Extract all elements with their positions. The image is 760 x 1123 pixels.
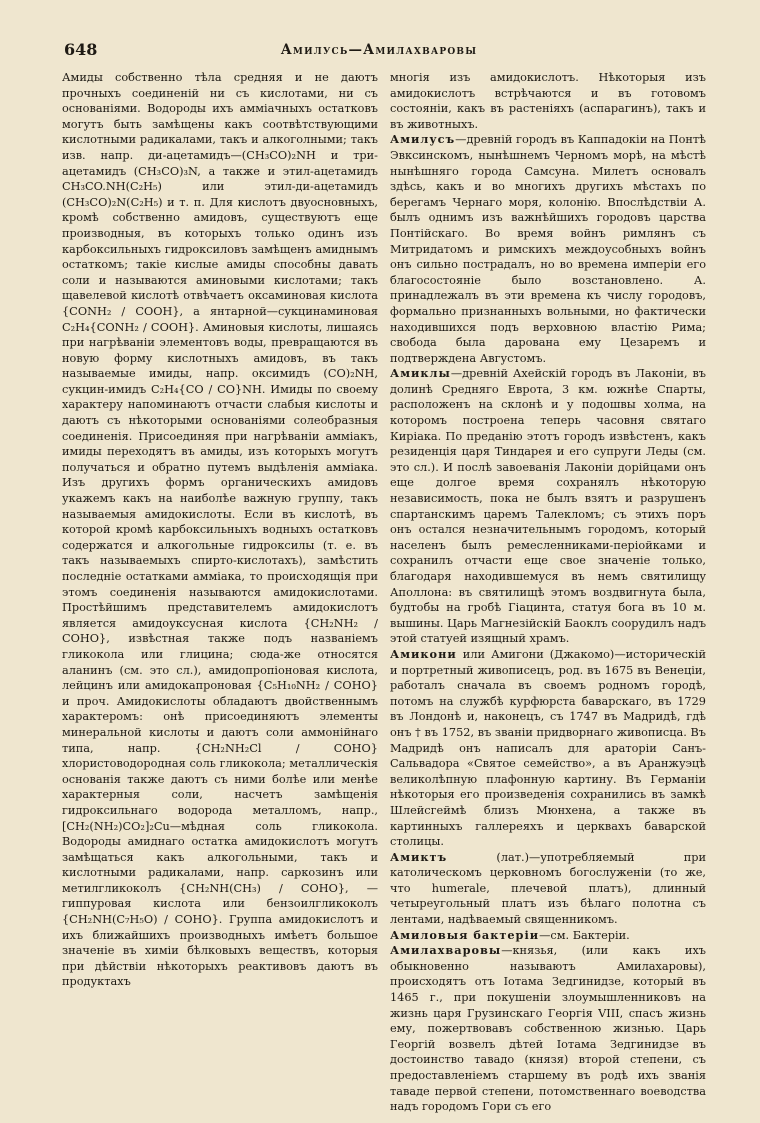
headword: Амиловыя бактерiи [390, 927, 540, 942]
entry-text: —древнiй Ахейскiй городъ въ Лаконiи, въ долинѣ Средняго Еврота, 3 км. южнѣе Спарты, расположенъ на склонѣ и у подошвы холма, на которомъ построена теперь часовня святаго Кирiака. По преданiю этотъ городъ извѣстенъ, какъ резиденцiя царя Тиндарея и его супруги Леды (см. это сл.). И послѣ завоеванiя Лаконiи дорiйцами онъ еще долгое время сохранялъ нѣкоторую независимость, пока не былъ взятъ и разрушенъ спартанскимъ царемъ Талекломъ; съ этихъ поръ онъ остался незначительнымъ городомъ, который населенъ былъ ремесленниками-перiойками и сохранилъ отчасти еще свое значенiе только, благодаря находившемуся въ немъ святилищу Аполлона: въ святилищѣ этомъ воздвигнута была, будтобы на гробѣ Гiацинта, статуя бога въ 10 м. вышины. Царь Магнезiйскiй Баоклъ соорудилъ надъ этой статуей изящный храмъ. [390, 367, 707, 646]
right-column [390, 70, 706, 1115]
headword: Амилахваровы [390, 943, 502, 958]
entry-amilovye-bakterii [390, 928, 706, 944]
entry-text: —древнiй городъ въ Каппадокiи на Понтѣ Эвксинскомъ, нынѣшнемъ Черномъ морѣ, на мѣстѣ нынѣшняго города Самсуна. Милетъ основалъ здѣсь, какъ и во многихъ другихъ мѣстахъ по берегамъ Чернаго моря, колонiю. Впослѣдствiи А. былъ однимъ изъ важнѣйшихъ городовъ царства Понтiйскаго. Во время войнъ римлянъ съ Митридатомъ и римскихъ междоусобныхъ войнъ онъ сильно пострадалъ, но во времена имперiи его благосостоянiе было возстановлено. А. принадлежалъ въ эти времена къ числу городовъ, формально признанныхъ вольными, но фактически находившихся подъ верховною властiю Рима; свобода была дарована ему Цезаремъ и подтверждена Августомъ. [390, 133, 706, 365]
right-paragraph-continuation [390, 70, 706, 132]
left-column [62, 70, 378, 990]
entry-text: —см. Бактерiи. [539, 928, 630, 942]
entry-amilus [390, 132, 706, 366]
entry-amikt [390, 850, 706, 928]
entry-text: (лат.)—употребляемый при католическомъ церковномъ богослуженiи (то же, что humerale, плечевой платъ), длинный четыреугольный платъ изъ бѣлаго полотна съ лентами, надѣваемый священникомъ. [390, 850, 706, 927]
headword: Амиктъ [390, 849, 448, 864]
headword: Амикони [390, 646, 457, 661]
entry-amikoni [390, 647, 706, 850]
entry-amilakhvarovy [390, 943, 706, 1115]
page-number: 648 [64, 40, 98, 59]
continuation-text: многiя изъ амидокислотъ. Нѣкоторыя изъ амидокислотъ встрѣчаются и въ готовомъ состоянiи, какъ въ растенiяхъ (аспарагинъ), такъ и въ животныхъ. [390, 71, 706, 131]
running-title: Амилусь—Амилахваровы [280, 42, 478, 58]
headword: Амилусъ [390, 132, 456, 147]
entry-amikly [390, 366, 706, 647]
page-header [64, 40, 694, 62]
left-paragraph: Амиды собственно тѣла средняя и не даютъ прочныхъ соединенiй ни съ кислотами, ни съ основанiями. Водороды ихъ аммiачныхъ остатковъ могутъ быть замѣщены какъ соотвѣтствующими кислотными радикалами, такъ и алкоголными; такъ изв. напр. ди-ацетамидъ—(CH₃CO)₂NH и три-ацетамидъ (CH₃CO)₃N, а также и этил-ацетамидъ CH₃CO.NH(C₂H₅) или этил-ди-ацетамидъ (CH₃CO)₂N(C₂H₅) и т. п. Для кислотъ двуосновныхъ, кромѣ собственно амидовъ, существуютъ еще производныя, въ которыхъ только одинъ изъ карбоксильныхъ гидроксиловъ замѣщенъ амиднымъ остаткомъ; такiе кислые амиды способны давать соли и называются аминовыми кислотами; такъ щавелевой кислотѣ отвѣчаетъ оксаминовая кислота {CONH₂ / COOH}, а янтарной—сукцинаминовая C₂H₄{CONH₂ / COOH}. Аминовыя кислоты, лишаясь при нагрѣванiи элементовъ воды, превращаются въ новую форму кислотныхъ амидовъ, въ такъ называемые имиды, напр. оксимидъ (CO)₂NH, сукцин-имидъ C₂H₄{CO / CO}NH. Имиды по своему характеру напоминаютъ отчасти слабыя кислоты и даютъ съ нѣкоторыми основанiями солеобразныя соединенiя. Присоединяя при нагрѣванiи аммiакъ, имиды переходятъ въ амиды, изъ которыхъ могутъ получаться и обратно путемъ выдѣленiя аммiака. Изъ другихъ формъ органическихъ амидовъ укажемъ какъ на наиболѣе важную группу, такъ называемыя амидокислоты. Если въ кислотѣ, въ которой кромѣ карбоксильныхъ водныхъ остатковъ содержатся и алкогольные гидроксилы (т. е. въ такъ называемыхъ спирто-кислотахъ), замѣстить последнiе остатками аммiака, то происходящiя при этомъ соединенiя называются амидокислотами. Простѣйшимъ представителемъ амидокислотъ является амидоуксусная кислота {CH₂NH₂ / COHO}, извѣстная также подъ названiемъ гликокола или глицина; сюда-же относятся аланинъ (см. это сл.), амидопропiоновая кислота, лейцинъ или амидокапроновая {C₅H₁₀NH₂ / COHO} и проч. Амидокислоты обладаютъ двойственнымъ характеромъ: онѣ присоединяютъ элементы минеральной кислоты и даютъ соли аммонiйнаго типа, напр. {CH₂NH₂Cl / COHO} хлористоводородная соль гликокола; металлическiя основанiя также даютъ съ ними болѣе или менѣе характерныя соли, насчетъ замѣщенiя гидроксильнаго водорода металломъ, напр., [CH₂(NH₂)CO₂]₂Cu—мѣдная соль гликокола. Водороды амиднаго остатка амидокислотъ могутъ замѣщаться какъ алкогольными, такъ и кислотными радикалами, напр. саркозинъ или метилгликоколъ {CH₂NH(CH₃) / COHO}, —гиппуровая кислота или бензоилгликоколъ {CH₂NH(C₇H₅O) / COHO}. Группа амидокислотъ и ихъ ближайшихъ производныхъ имѣетъ большое значенiе въ химiи бѣлковыхъ веществъ, которыя при дѣйствiи нѣкоторыхъ реактивовъ даютъ въ продуктахъ [62, 71, 378, 989]
entry-text: —князья, (или какъ ихъ обыкновенно называютъ Амилахаровы), происходятъ отъ Iотама Зедгинидзе, который въ 1465 г., при покушенiи злоумышленниковъ на жизнь царя Грузинскаго Георгiя VIII, спасъ жизнь ему, пожертвовавъ собственною жизнью. Царь Георгiй возвелъ дѣтей Iотама Зедгинидзе въ достоинство тавадо (князя) второй степени, съ предоставленiемъ старшему въ родѣ ихъ званiя тавадe первой степени, потомственнаго воеводства надъ городомъ Гори съ его [390, 944, 706, 1114]
entry-text: или Амигони (Джакомо)—историческiй и портретный живописецъ, род. въ 1675 въ Венецiи, работалъ сначала въ своемъ родномъ городѣ, потомъ на службѣ курфюрста баварскаго, въ 1729 въ Лондонѣ и, наконецъ, съ 1747 въ Мадридѣ, гдѣ онъ † въ 1752, въ званiи придворнаго живописца. Въ Мадридѣ онъ написалъ для араторiи Санъ-Сальвадора «Святое семейство», а въ Аранжуэцѣ великолѣпную плафонную картину. Въ Германiи нѣкоторыя его произведенiя сохранились въ замкѣ Шлейсгеймѣ близъ Мюнхена, а также въ картинныхъ галлереяхъ и церквахъ баварской столицы. [390, 647, 706, 849]
headword: Амиклы [390, 366, 451, 381]
